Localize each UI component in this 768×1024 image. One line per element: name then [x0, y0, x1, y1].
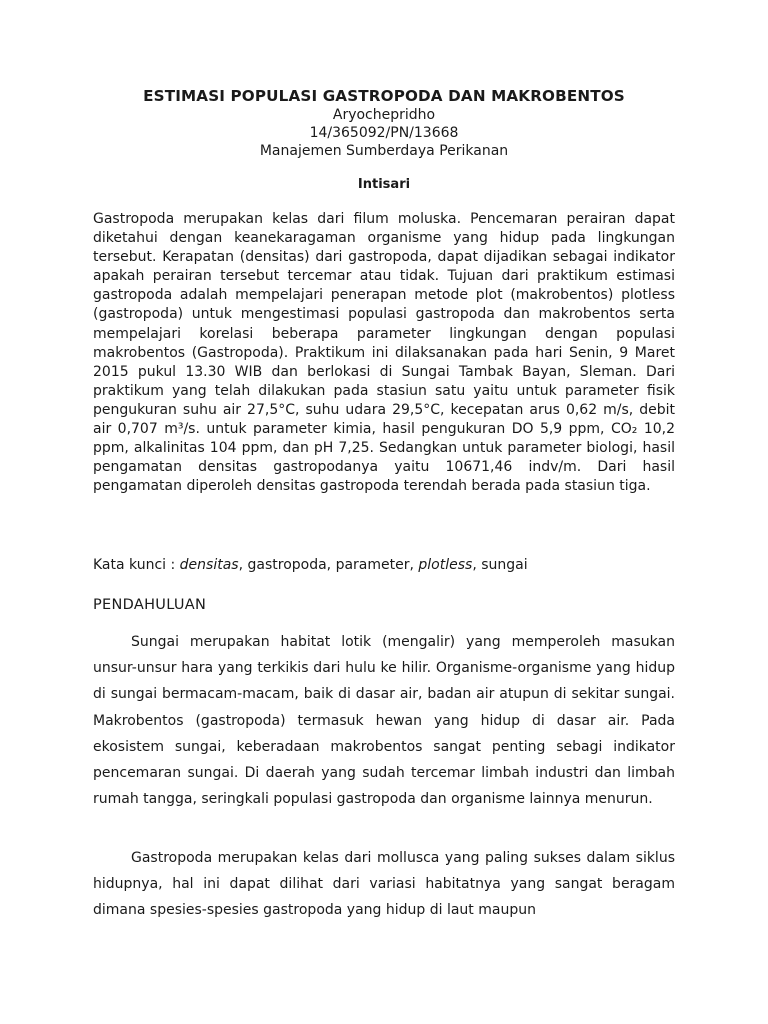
keywords-label: Kata kunci :: [93, 557, 180, 573]
keywords-end: , sungai: [472, 557, 528, 573]
student-id: 14/365092/PN/13668: [309, 125, 459, 141]
document-title: ESTIMASI POPULASI GASTROPODA DAN MAKROBENTOS: [143, 87, 625, 105]
abstract-heading: Intisari: [357, 177, 411, 192]
keyword-plotless: plotless: [418, 557, 473, 573]
department-name: Manajemen Sumberdaya Perikanan: [259, 143, 509, 159]
keywords-line: [93, 556, 675, 575]
author-name: Aryochepridho: [332, 107, 436, 123]
intro-heading: PENDAHULUAN: [93, 597, 207, 613]
intro-paragraph-1: Sungai merupakan habitat lotik (mengalir) yang memperoleh masukan unsur-unsur hara yang terkikis dari hulu ke hilir. Organisme-organisme yang hidup di sungai bermacam-macam, baik di dasar air, badan air atupun di sekitar sungai. Makrobentos (gastropoda) termasuk hewan yang hidup di dasar air. Pada ekosistem sungai, keberadaan makrobentos sangat penting sebagi indikator pencemaran sungai. Di daerah yang sudah tercemar limbah industri dan limbah rumah tangga, seringkali populasi gastropoda dan organisme lainnya menurun.: [93, 634, 675, 808]
intro-paragraph-2: Gastropoda merupakan kelas dari mollusca yang paling sukses dalam siklus hidupnya, hal ini dapat dilihat dari variasi habitatnya yang sangat beragam dimana spesies-spesies gastropoda yang hidup di laut maupun: [93, 850, 675, 919]
title-block: [0, 86, 768, 160]
abstract-text: Gastropoda merupakan kelas dari filum moluska. Pencemaran perairan dapat diketahui dengan keanekaragaman organisme yang hidup pada lingkungan tersebut. Kerapatan (densitas) dari gastropoda, dapat dijadikan sebagai indikator apakah perairan tersebut tercemar atau tidak. Tujuan dari praktikum estimasi gastropoda adalah mempelajari penerapan metode plot (makrobentos) plotless (gastropoda) untuk mengestimasi populasi gastropoda dan makrobentos serta mempelajari korelasi beberapa parameter lingkungan dengan populasi makrobentos (Gastropoda). Praktikum ini dilaksanakan pada hari Senin, 9 Maret 2015 pukul 13.30 WIB dan berlokasi di Sungai Tambak Bayan, Sleman. Dari praktikum yang telah dilakukan pada stasiun satu yaitu untuk parameter fisik pengukuran suhu air 27,5°C, suhu udara 29,5°C, kecepatan arus 0,62 m/s, debit air 0,707 m³/s. untuk parameter kimia, hasil pengukuran DO 5,9 ppm, CO₂ 10,2 ppm, alkalinitas 104 ppm, dan pH 7,25. Sedangkan untuk parameter biologi, hasil pengamatan densitas gastropodanya yaitu 10671,46 indv/m. Dari hasil pengamatan diperoleh densitas gastropoda terendah berada pada stasiun tiga.: [93, 211, 675, 495]
keywords-middle: , gastropoda, parameter,: [238, 557, 419, 573]
keyword-densitas: densitas: [179, 557, 239, 573]
